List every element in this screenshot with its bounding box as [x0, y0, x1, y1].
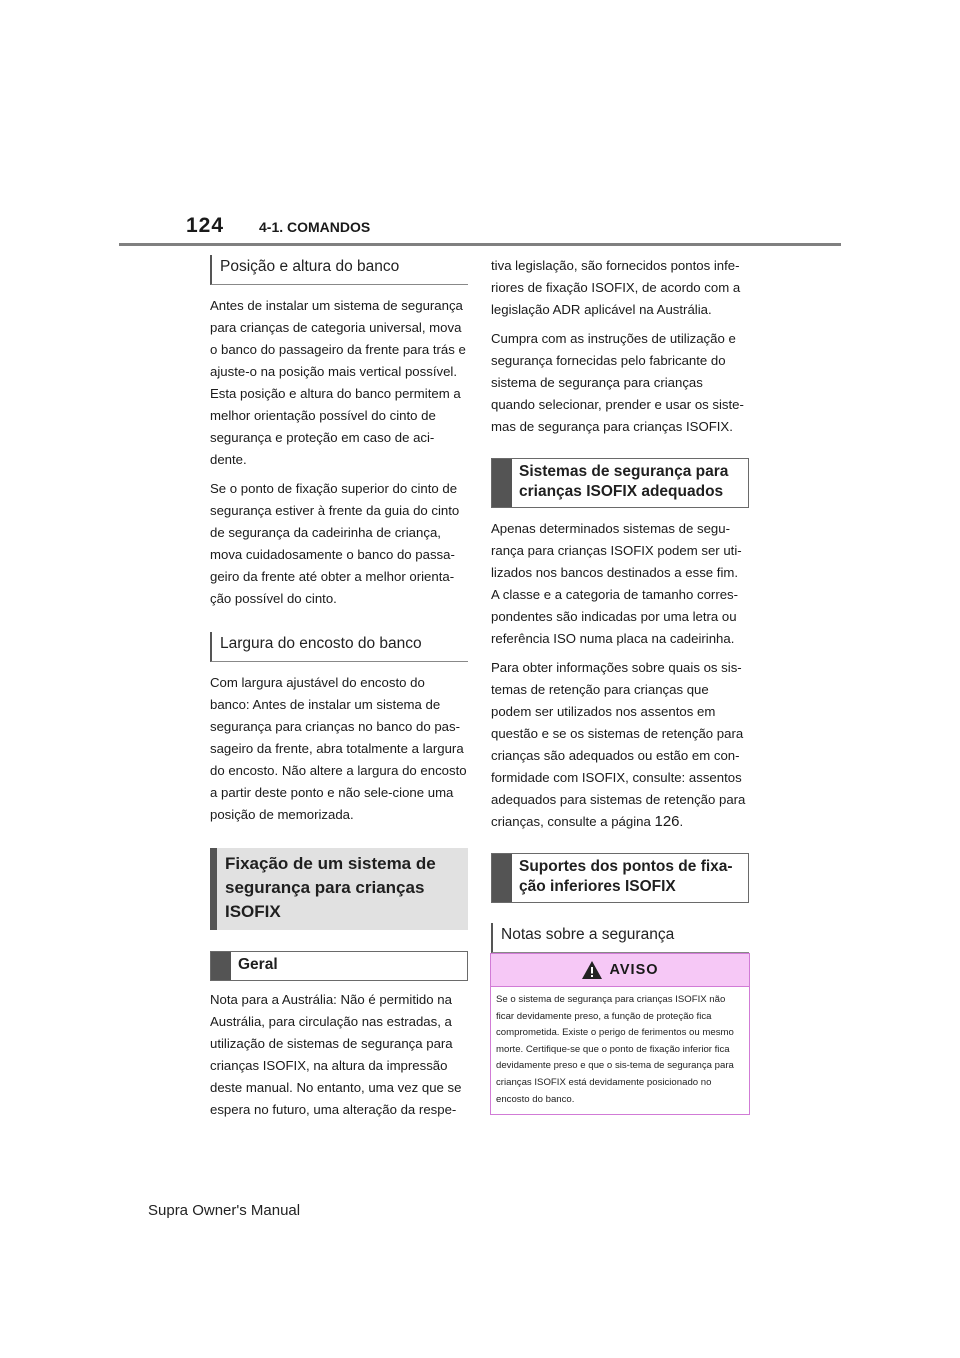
paragraph-end: .: [679, 814, 684, 829]
heading-bar: [211, 952, 231, 980]
subheading-label: Suportes dos pontos de fixa-ção inferiores ISOFIX: [519, 858, 733, 895]
right-column: [491, 255, 749, 963]
chapter-title: 4-1. COMANDOS: [259, 219, 371, 235]
header-divider: [119, 243, 841, 246]
paragraph: Antes de instalar um sistema de segurança para crianças de categoria universal, mova o banco do passageiro da frente para trás e ajuste-o na posição mais vertical possível. Esta posição e altura do banco permitem a melhor orientação possível do cinto de segurança e proteção em caso de aci-dente.: [210, 298, 466, 467]
paragraph-text: Para obter informações sobre quais os sis-temas de retenção para crianças que podem ser utilizados nos assentos em questão e se os sistemas de retenção para crianças são adequados ou estão em con-formidade com ISOFIX, consulte: assentos adequados para sistemas de retenção para crianças, consulte a página: [491, 660, 746, 829]
warning-box: [490, 953, 750, 1115]
left-column: [210, 255, 468, 1128]
footer-manual-title: Supra Owner's Manual: [148, 1202, 301, 1219]
subheading-isofix-systems: [491, 458, 749, 508]
subheading-label: Sistemas de segurança para crianças ISOFIX adequados: [519, 463, 729, 500]
heading-bar: [492, 459, 512, 507]
page-reference-link[interactable]: 126: [654, 813, 680, 830]
warning-text: Se o sistema de segurança para crianças ISOFIX não ficar devidamente preso, a função de proteção fica comprometida. Existe o perigo de ferimentos ou mesmo morte. Certifique-se que o ponto de fixação inferior fica devidamente preso e que o sis-tema de segurança para crianças ISOFIX está devidamente posicionado no encosto do banco.: [496, 994, 734, 1105]
subheading-general: [210, 951, 468, 981]
page-number: 124: [186, 214, 225, 237]
paragraph: Cumpra com as instruções de utilização e segurança fornecidas pelo fabricante do sistema de segurança para crianças quando selecionar, prender e usar os siste-mas de segurança para crianças ISOFIX.: [491, 331, 744, 434]
heading-bar: [492, 854, 512, 902]
warning-icon: [581, 960, 603, 980]
paragraph: [491, 657, 749, 833]
section-heading-safety-notes: Notas sobre a segurança: [491, 923, 749, 953]
section-heading-isofix: Fixação de um sistema de segurança para crianças ISOFIX: [210, 848, 468, 930]
paragraph: Nota para a Austrália: Não é permitido na Austrália, para circulação nas estradas, a utilização de sistemas de segurança para crianças ISOFIX, na altura da impressão deste manual. No entanto, uma vez que se espera no futuro, uma alteração da respe-: [210, 992, 462, 1117]
warning-label: AVISO: [609, 962, 659, 978]
paragraph: Apenas determinados sistemas de segu-rança para crianças ISOFIX podem ser uti-lizados nos bancos destinados a esse fim. A classe e a categoria de tamanho corres-pondentes são indicadas por uma letra ou referência ISO numa placa na cadeirinha.: [491, 521, 742, 646]
section-heading-seat-position: Posição e altura do banco: [210, 255, 468, 285]
warning-header: [491, 954, 749, 987]
paragraph: tiva legislação, são fornecidos pontos infe-riores de fixação ISOFIX, de acordo com a legislação ADR aplicável na Austrália.: [491, 258, 741, 317]
paragraph: Com largura ajustável do encosto do banco: Antes de instalar um sistema de segurança para crianças no banco do pas-sageiro da frente, abra totalmente a largura do encosto. Não altere a largura do encosto a partir deste ponto e não sele-cione uma posição de memorizada.: [210, 675, 467, 822]
paragraph: Se o ponto de fixação superior do cinto de segurança estiver à frente da guia do cinto de segurança da cadeirinha de criança, mova cuidadosamente o banco do passa-geiro da frente até obter a melhor orienta-ção possível do cinto.: [210, 481, 460, 606]
subheading-lower-anchors: [491, 853, 749, 903]
subheading-label: Geral: [238, 956, 278, 973]
section-heading-backrest-width: Largura do encosto do banco: [210, 632, 468, 662]
